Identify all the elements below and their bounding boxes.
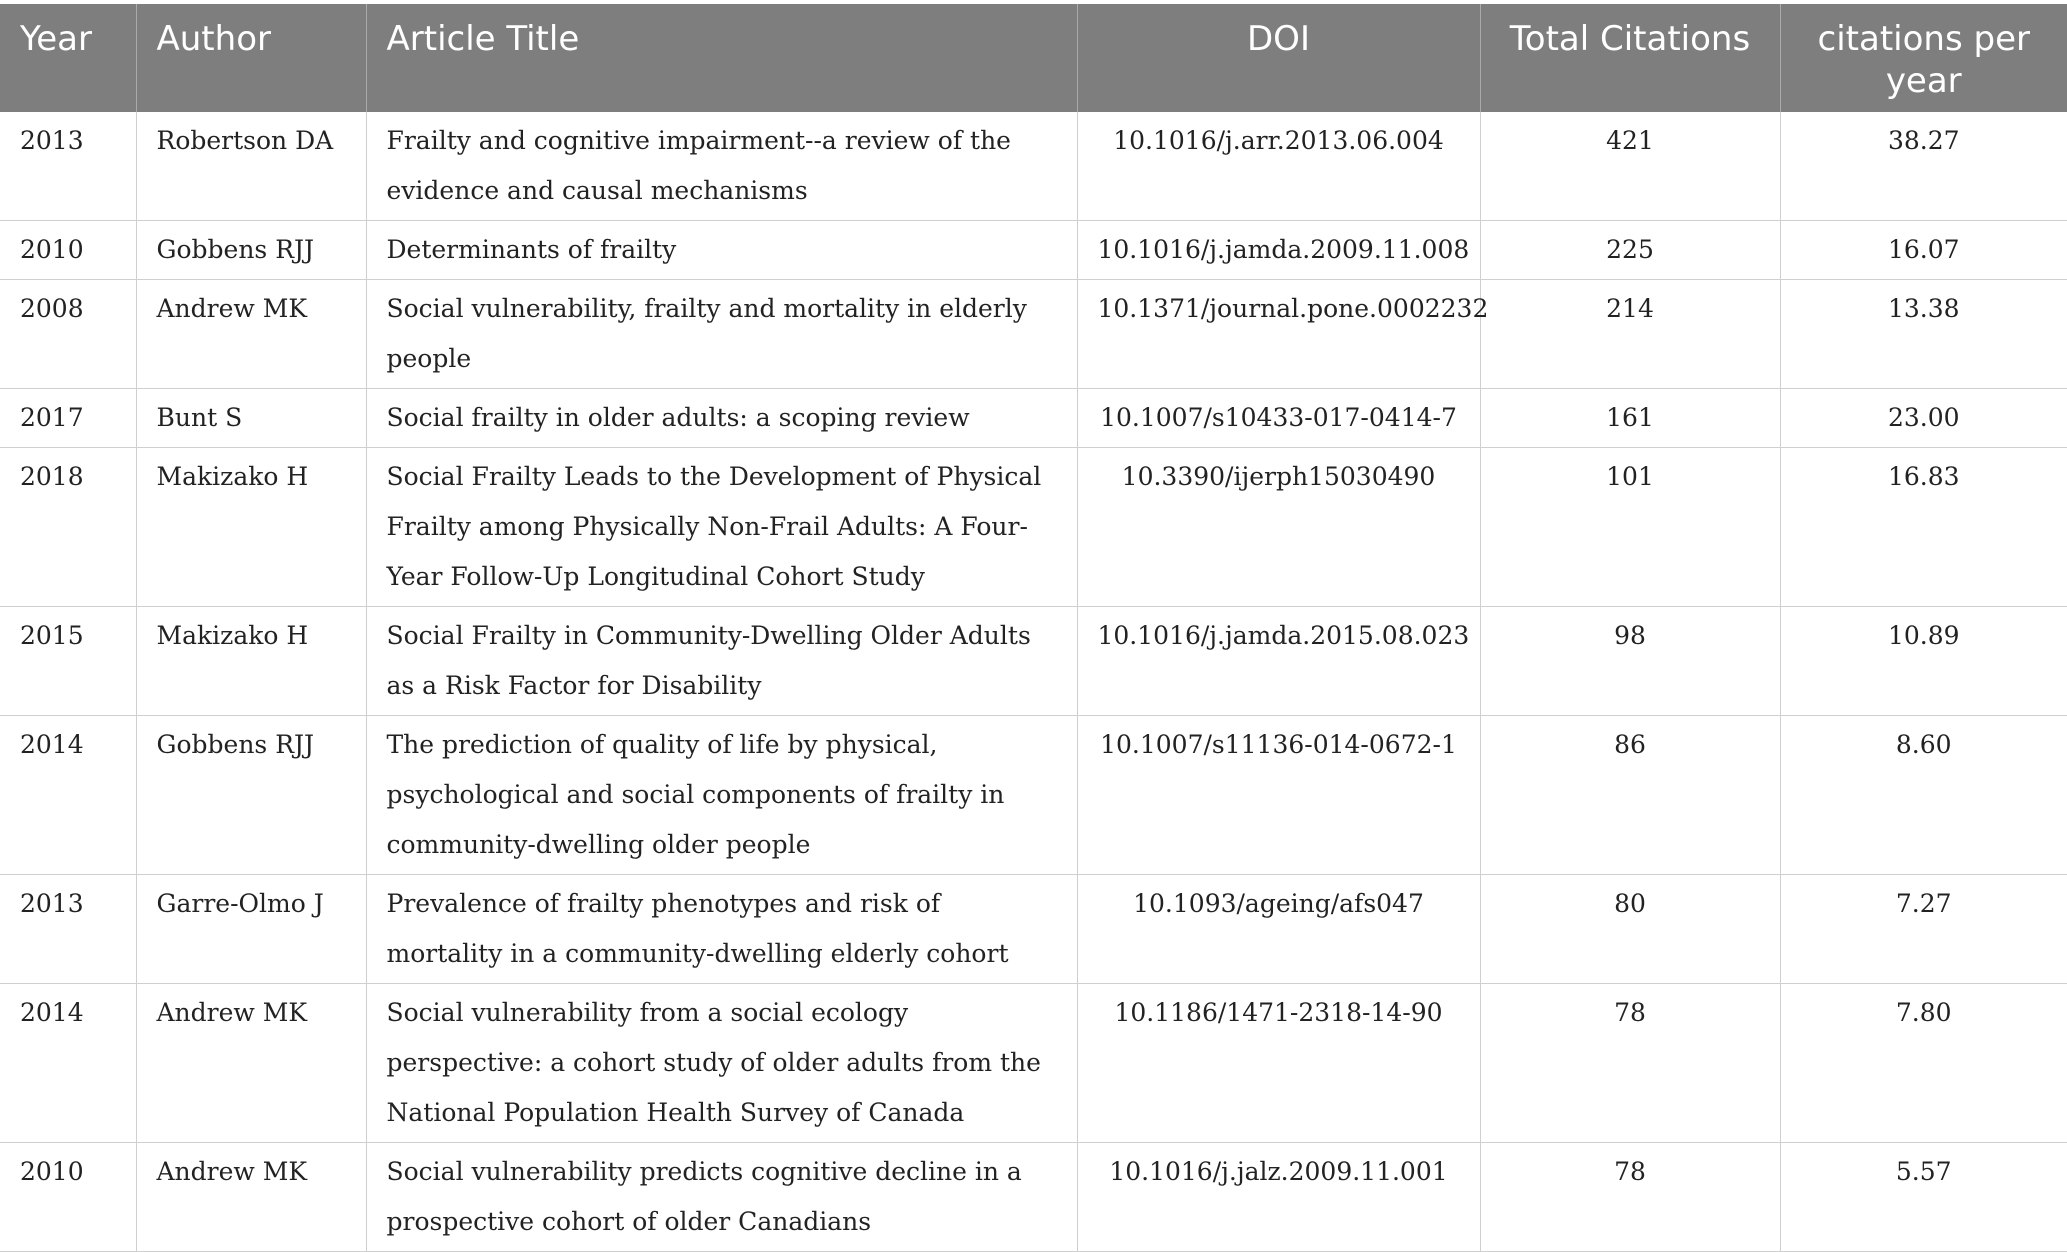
cell-doi: 10.1016/j.jalz.2009.11.001: [1077, 1143, 1480, 1252]
cell-doi: 10.1016/j.arr.2013.06.004: [1077, 112, 1480, 221]
cell-citations-per-year: 38.27: [1780, 112, 2067, 221]
cell-doi: 10.1007/s11136-014-0672-1: [1077, 716, 1480, 875]
cell-author: Gobbens RJJ: [136, 716, 366, 875]
cell-total-citations: 98: [1480, 607, 1780, 716]
header-citations-per-year: citations per year: [1780, 4, 2067, 112]
cell-author: Bunt S: [136, 389, 366, 448]
cell-total-citations: 421: [1480, 112, 1780, 221]
citations-table: [0, 4, 2067, 1252]
cell-total-citations: 78: [1480, 1143, 1780, 1252]
table-row: [0, 448, 2067, 607]
table-row: [0, 389, 2067, 448]
cell-doi: 10.1007/s10433-017-0414-7: [1077, 389, 1480, 448]
cell-author: Andrew MK: [136, 1143, 366, 1252]
table-row: [0, 716, 2067, 875]
cell-total-citations: 101: [1480, 448, 1780, 607]
cell-article-title: Social vulnerability from a social ecology perspective: a cohort study of older adults from the National Population Health Survey of Canada: [366, 984, 1077, 1143]
cell-doi: 10.1093/ageing/afs047: [1077, 875, 1480, 984]
cell-year: 2014: [0, 716, 136, 875]
cell-total-citations: 80: [1480, 875, 1780, 984]
cell-total-citations: 78: [1480, 984, 1780, 1143]
header-total-citations: Total Citations: [1480, 4, 1780, 112]
citations-table-container: [0, 4, 2067, 1252]
cell-year: 2010: [0, 221, 136, 280]
cell-author: Gobbens RJJ: [136, 221, 366, 280]
table-row: [0, 280, 2067, 389]
cell-doi: 10.1016/j.jamda.2009.11.008: [1077, 221, 1480, 280]
cell-author: Garre-Olmo J: [136, 875, 366, 984]
table-row: [0, 984, 2067, 1143]
cell-doi: 10.1371/journal.pone.0002232: [1077, 280, 1480, 389]
cell-year: 2013: [0, 112, 136, 221]
cell-article-title: The prediction of quality of life by physical, psychological and social components of frailty in community-dwelling older people: [366, 716, 1077, 875]
cell-citations-per-year: 7.27: [1780, 875, 2067, 984]
cell-year: 2010: [0, 1143, 136, 1252]
cell-article-title: Prevalence of frailty phenotypes and risk of mortality in a community-dwelling elderly cohort: [366, 875, 1077, 984]
cell-total-citations: 161: [1480, 389, 1780, 448]
table-row: [0, 607, 2067, 716]
cell-doi: 10.3390/ijerph15030490: [1077, 448, 1480, 607]
cell-author: Robertson DA: [136, 112, 366, 221]
cell-author: Makizako H: [136, 607, 366, 716]
cell-total-citations: 225: [1480, 221, 1780, 280]
cell-article-title: Social frailty in older adults: a scoping review: [366, 389, 1077, 448]
header-row: [0, 4, 2067, 112]
cell-citations-per-year: 16.83: [1780, 448, 2067, 607]
cell-article-title: Social vulnerability, frailty and mortality in elderly people: [366, 280, 1077, 389]
cell-year: 2014: [0, 984, 136, 1143]
cell-author: Makizako H: [136, 448, 366, 607]
cell-article-title: Social Frailty in Community-Dwelling Older Adults as a Risk Factor for Disability: [366, 607, 1077, 716]
cell-year: 2017: [0, 389, 136, 448]
table-row: [0, 221, 2067, 280]
header-author: Author: [136, 4, 366, 112]
table-row: [0, 875, 2067, 984]
cell-year: 2013: [0, 875, 136, 984]
cell-year: 2008: [0, 280, 136, 389]
cell-citations-per-year: 13.38: [1780, 280, 2067, 389]
cell-total-citations: 214: [1480, 280, 1780, 389]
cell-doi: 10.1186/1471-2318-14-90: [1077, 984, 1480, 1143]
cell-citations-per-year: 23.00: [1780, 389, 2067, 448]
header-article-title: Article Title: [366, 4, 1077, 112]
table-header: [0, 4, 2067, 112]
cell-article-title: Social vulnerability predicts cognitive decline in a prospective cohort of older Canadians: [366, 1143, 1077, 1252]
table-row: [0, 112, 2067, 221]
cell-article-title: Determinants of frailty: [366, 221, 1077, 280]
cell-citations-per-year: 8.60: [1780, 716, 2067, 875]
cell-total-citations: 86: [1480, 716, 1780, 875]
cell-year: 2015: [0, 607, 136, 716]
cell-citations-per-year: 10.89: [1780, 607, 2067, 716]
table-row: [0, 1143, 2067, 1252]
cell-citations-per-year: 16.07: [1780, 221, 2067, 280]
header-year: Year: [0, 4, 136, 112]
cell-citations-per-year: 5.57: [1780, 1143, 2067, 1252]
cell-author: Andrew MK: [136, 984, 366, 1143]
cell-article-title: Frailty and cognitive impairment--a review of the evidence and causal mechanisms: [366, 112, 1077, 221]
cell-article-title: Social Frailty Leads to the Development of Physical Frailty among Physically Non-Frail Adults: A Four-Year Follow-Up Longitudinal Cohort Study: [366, 448, 1077, 607]
header-doi: DOI: [1077, 4, 1480, 112]
table-body: [0, 112, 2067, 1252]
cell-doi: 10.1016/j.jamda.2015.08.023: [1077, 607, 1480, 716]
cell-citations-per-year: 7.80: [1780, 984, 2067, 1143]
cell-author: Andrew MK: [136, 280, 366, 389]
cell-year: 2018: [0, 448, 136, 607]
